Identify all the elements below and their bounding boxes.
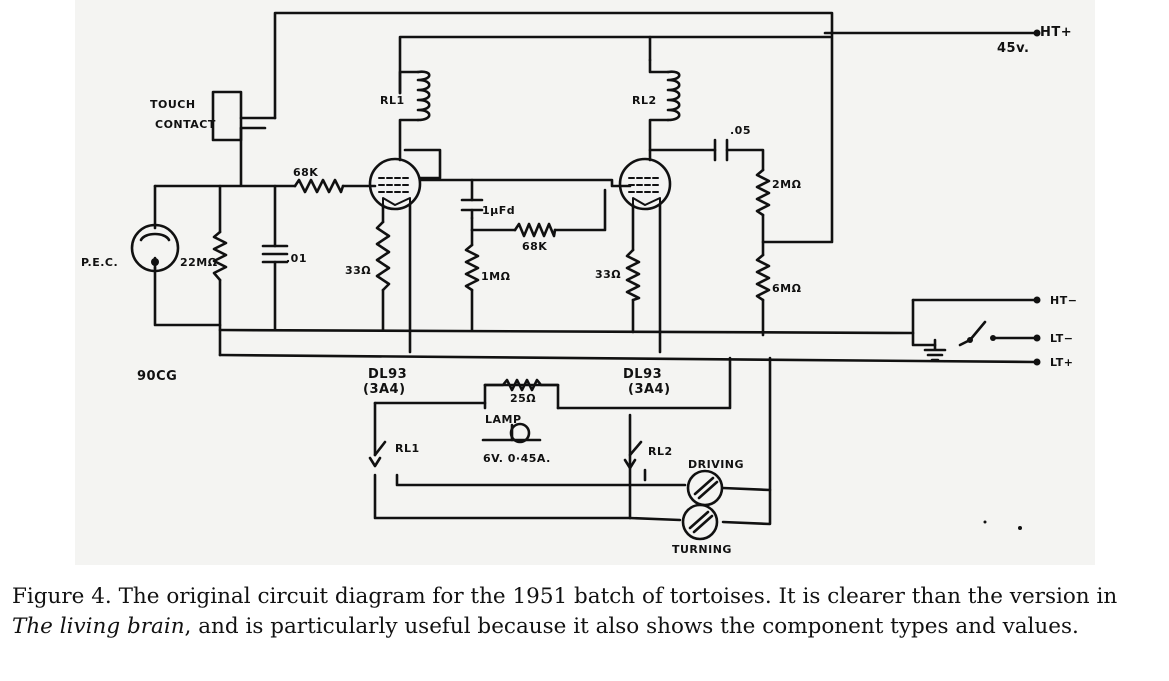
resistor-33-valve1	[377, 222, 389, 290]
label-1uf: 1μFd	[482, 204, 516, 217]
resistor-68k-feedback	[515, 224, 555, 236]
resistor-6m	[757, 255, 769, 300]
label-lt-plus: LT+	[1050, 356, 1074, 369]
label-pec: P.E.C.	[81, 256, 119, 269]
label-rl1: RL1	[380, 94, 405, 107]
label-2m: 2MΩ	[772, 178, 802, 191]
driving-motor	[688, 471, 722, 505]
label-33-valve2: 33Ω	[595, 268, 622, 281]
terminal-ht-minus	[1034, 297, 1041, 304]
resistor-33-valve2	[627, 250, 639, 300]
turning-motor	[683, 505, 717, 539]
resistor-1m	[466, 245, 478, 290]
label-33-valve1: 33Ω	[345, 264, 372, 277]
label-rl2: RL2	[632, 94, 657, 107]
label-68k-grid: 68K	[293, 166, 319, 179]
label-68k-feedback: 68K	[522, 240, 548, 253]
relay-contact-rl2	[625, 442, 641, 468]
label-rl1-contact: RL1	[395, 442, 420, 455]
caption-text-end: , and is particularly useful because it also shows the component types and values.	[184, 614, 1079, 639]
figure-caption	[12, 582, 1162, 642]
label-ht-minus: HT−	[1050, 294, 1078, 307]
relay-coil-rl1	[418, 72, 429, 120]
valve-dl93-2	[620, 159, 670, 209]
label-ht-plus: HT+	[1040, 25, 1073, 40]
label-3a4-2: (3A4)	[628, 382, 671, 397]
label-turning: TURNING	[672, 543, 732, 556]
label-3a4-1: (3A4)	[363, 382, 406, 397]
label-dl93-1: DL93	[368, 367, 408, 382]
relay-coil-rl2	[668, 72, 679, 120]
label-lamp: LAMP	[485, 413, 522, 426]
label-dl93-2: DL93	[623, 367, 663, 382]
relay-contact-rl1	[370, 442, 385, 466]
label-lamp-rating: 6V. 0·45A.	[483, 452, 551, 465]
ground-symbol	[925, 340, 945, 360]
label-ht-voltage: 45v.	[997, 41, 1030, 56]
photocell-pec	[132, 225, 178, 271]
label-touch: TOUCH	[150, 98, 196, 111]
label-01: .01	[286, 252, 307, 265]
resistor-2m	[757, 170, 769, 215]
circuit-diagram	[75, 0, 1095, 565]
caption-book-title: The living brain	[12, 614, 185, 639]
valve-dl93-1	[370, 159, 420, 209]
label-contact: CONTACT	[155, 118, 216, 131]
label-rl2-contact: RL2	[648, 445, 673, 458]
capacitor-1uf	[462, 200, 482, 218]
terminal-lt-minus	[1034, 335, 1041, 342]
label-driving: DRIVING	[688, 458, 745, 471]
capacitor-01	[263, 246, 287, 262]
resistor-68k-grid	[295, 180, 343, 192]
label-1m: 1MΩ	[481, 270, 511, 283]
label-lt-minus: LT−	[1050, 332, 1074, 345]
capacitor-05	[715, 140, 727, 160]
label-6m: 6MΩ	[772, 282, 802, 295]
terminal-lt-plus	[1034, 359, 1041, 366]
label-05: .05	[730, 124, 751, 137]
label-25-ohm: 25Ω	[510, 392, 537, 405]
label-22m: 22MΩ	[180, 256, 218, 269]
label-90cg: 90CG	[137, 369, 178, 384]
caption-text-start: Figure 4. The original circuit diagram for the 1951 batch of tortoises. It is clearer than the version in	[12, 584, 1118, 609]
